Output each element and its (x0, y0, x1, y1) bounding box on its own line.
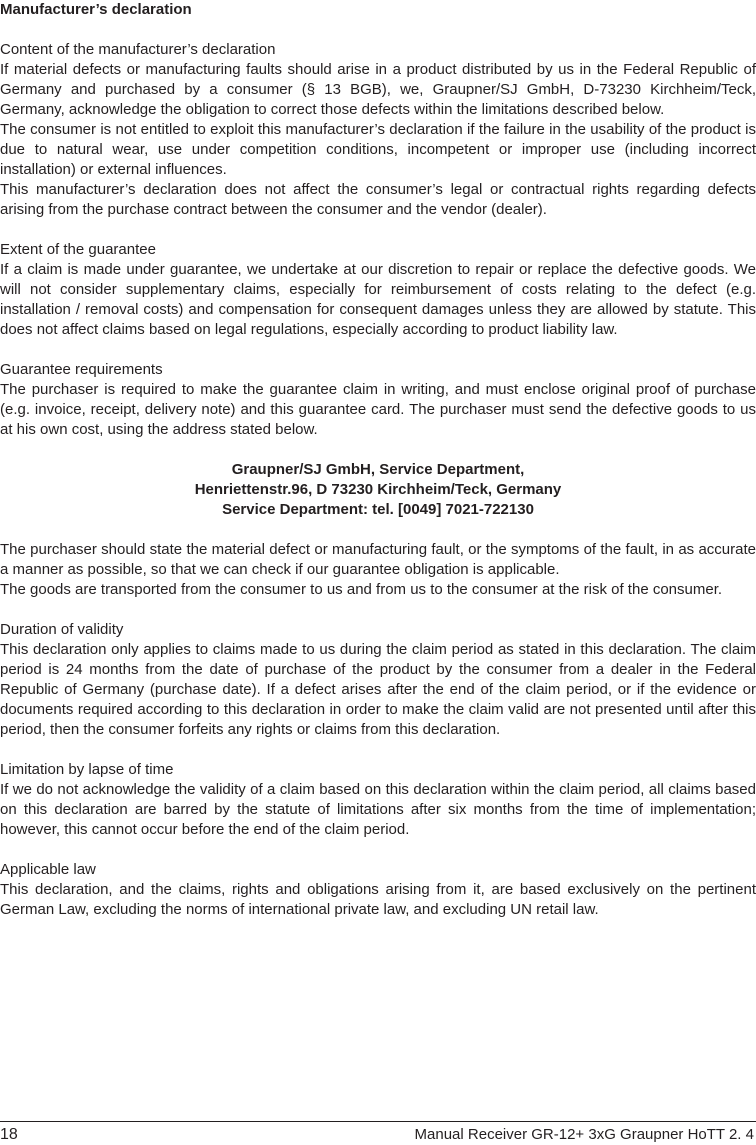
spacer (0, 340, 756, 360)
section-content (0, 40, 756, 220)
spacer (0, 20, 756, 40)
service-address (0, 460, 756, 520)
spacer (0, 840, 756, 860)
paragraph: The consumer is not entitled to exploit this manufacturer’s declaration if the failure in the usability of the product is due to natural wear, use under competition conditions, incompetent or improper use (including incorrect installation) or external influences. (0, 121, 756, 178)
paragraph: The purchaser should state the material defect or manufacturing fault, or the symptoms of the fault, in as accurate a manner as possible, so that we can check if our guarantee obligation is applicable. (0, 541, 756, 578)
footer-divider (0, 1121, 756, 1122)
paragraph: This declaration only applies to claims made to us during the claim period as stated in this declaration. The claim period is 24 months from the date of purchase of the product by the consumer from a dealer in the Federal Republic of Germany (purchase date). If a defect arises after the end of the claim period, or if the evidence or documents required according to this declaration in order to make the claim valid are not presented until after this period, then the consumer forfeits any rights or claims from this declaration. (0, 641, 756, 738)
address-line: Service Department: tel. [0049] 7021-722130 (222, 501, 534, 518)
paragraph: If a claim is made under guarantee, we undertake at our discretion to repair or replace the defective goods. We will not consider supplementary claims, especially for reimbursement of costs relating to the defect (e.g. installation / removal costs) and compensation for consequent damages unless they are allowed by statute. This does not affect claims based on legal regulations, especially according to product liability law. (0, 261, 756, 338)
section-heading: Extent of the guarantee (0, 241, 156, 258)
page-number: 18 (0, 1126, 18, 1143)
section-heading: Duration of validity (0, 621, 124, 638)
spacer (0, 220, 756, 240)
section-limitation (0, 760, 756, 840)
spacer (0, 440, 756, 460)
address-line: Henriettenstr.96, D 73230 Kirchheim/Teck, Germany (194, 481, 562, 498)
paragraph: This declaration, and the claims, rights and obligations arising from it, are based exclusively on the pertinent German Law, excluding the norms of international private law, and excluding UN retail law. (0, 881, 756, 918)
paragraph: If we do not acknowledge the validity of a claim based on this declaration within the claim period, all claims based on this declaration are barred by the statute of limitations after six months from the time of implementation; however, this cannot occur before the end of the claim period. (0, 781, 756, 838)
paragraph: If material defects or manufacturing faults should arise in a product distributed by us in the Federal Republic of Germany and purchased by a consumer (§ 13 BGB), we, Graupner/SJ GmbH, D-73230 Kirchheim/Teck, Germany, acknowledge the obligation to correct those defects within the limitations described below. (0, 61, 756, 118)
paragraph: The goods are transported from the consumer to us and from us to the consumer at the risk of the consumer. (0, 581, 723, 598)
section-requirements (0, 360, 756, 600)
paragraph: The purchaser is required to make the guarantee claim in writing, and must enclose original proof of purchase (e.g. invoice, receipt, delivery note) and this guarantee card. The purchaser must send the defective goods to us at his own cost, using the address stated below. (0, 381, 756, 438)
section-heading: Content of the manufacturer’s declaration (0, 41, 276, 58)
spacer (0, 600, 756, 620)
spacer (0, 520, 756, 540)
section-extent (0, 240, 756, 340)
paragraph: This manufacturer’s declaration does not affect the consumer’s legal or contractual rights regarding defects arising from the purchase contract between the consumer and the vendor (dealer). (0, 181, 756, 218)
section-heading: Guarantee requirements (0, 361, 163, 378)
section-heading: Limitation by lapse of time (0, 761, 174, 778)
section-law (0, 860, 756, 920)
section-heading: Applicable law (0, 861, 96, 878)
document-title: Manufacturer’s declaration (0, 1, 192, 18)
section-duration (0, 620, 756, 740)
spacer (0, 740, 756, 760)
page-footer (0, 1125, 756, 1145)
address-line: Graupner/SJ GmbH, Service Department, (231, 461, 525, 478)
manual-title: Manual Receiver GR-12+ 3xG Graupner HoTT 2. 4 (414, 1126, 754, 1143)
